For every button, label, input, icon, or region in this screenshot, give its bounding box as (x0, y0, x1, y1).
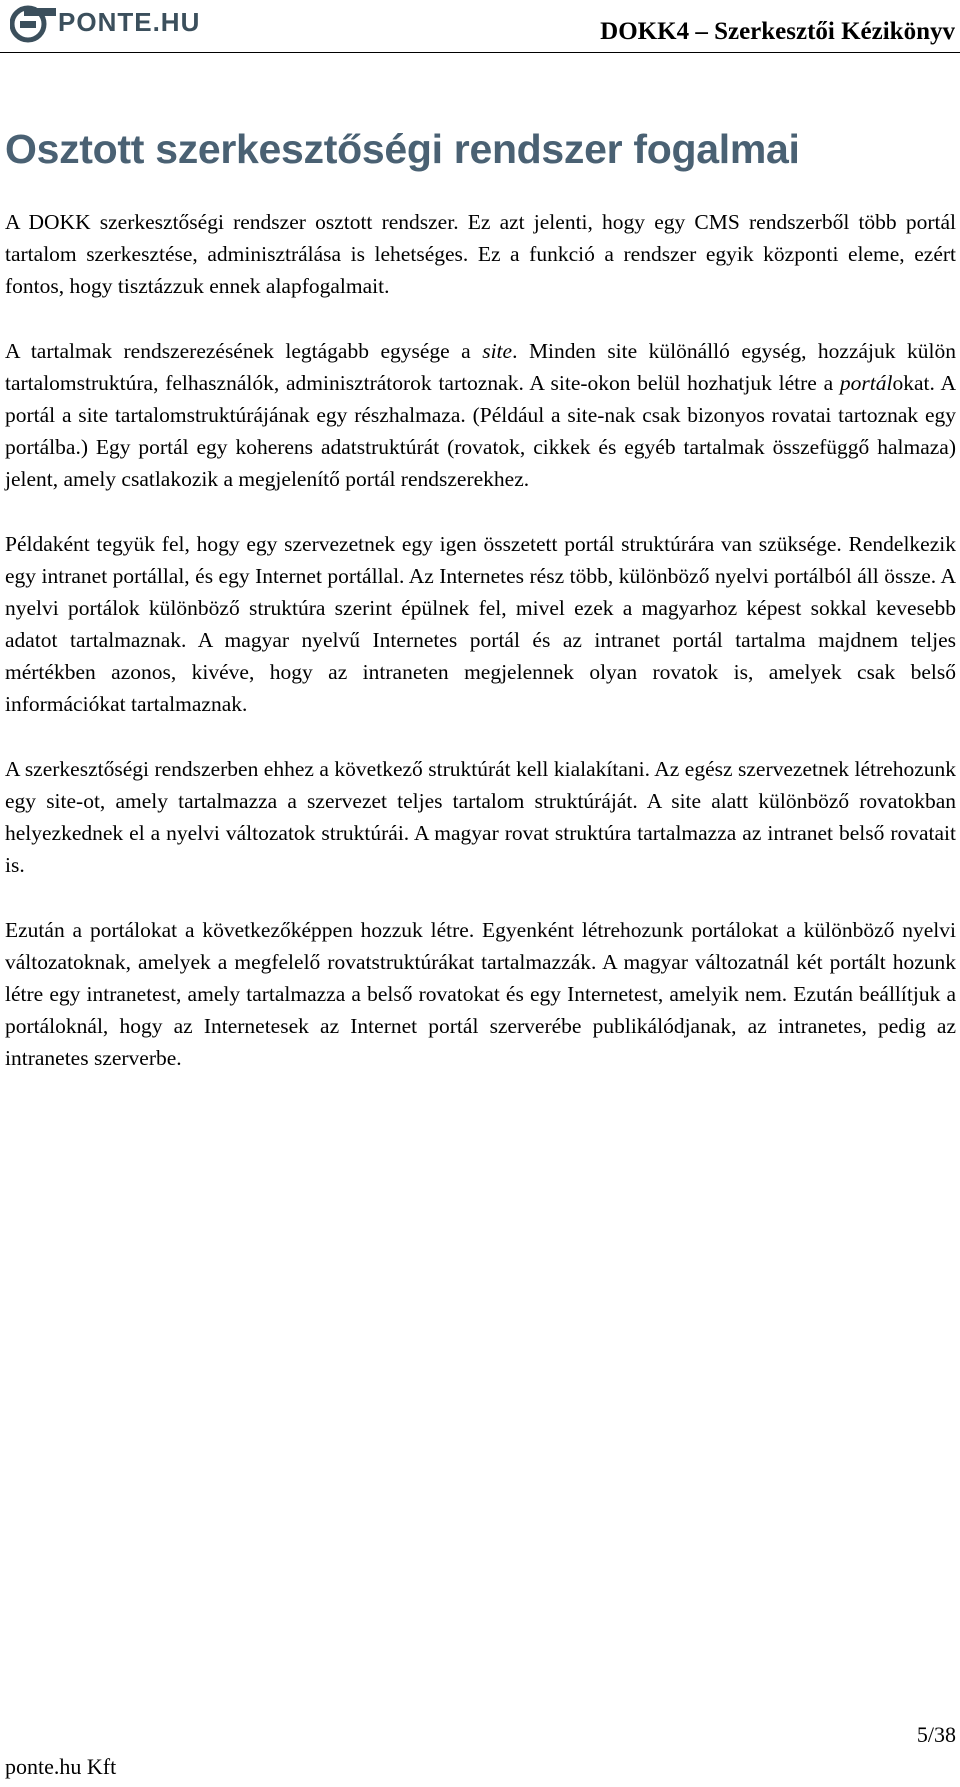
paragraph-intro: A DOKK szerkesztőségi rendszer osztott rendszer. Ez azt jelenti, hogy egy CMS rendszerből több portál tartalom szerkesztése, adminisztrálása is lehetséges. Ez a funkció a rendszer egyik központi eleme, ezért fontos, hogy tisztázzuk ennek alapfogalmait. (5, 210, 956, 298)
paragraph-portals: Ezután a portálokat a következőképpen hozzuk létre. Egyenként létrehozunk portálokat a különböző nyelvi változatoknak, amelyek a megfelelő rovatstruktúrákat tartalmazzák. A magyar változatnál két portált hozunk létre egy intranetest, amely tartalmazza a belső rovatokat és egy Internetest, amelyik nem. Ezután beállítjuk a portáloknál, hogy az Internetesek az Internet portál szerverébe publikálódjanak, az intranetes, pedig az intranetes szerverbe. (5, 918, 956, 1070)
body-content (5, 206, 956, 1107)
logo-text: PONTE.HU (58, 6, 201, 37)
paragraph-example: Példaként tegyük fel, hogy egy szervezetnek egy igen összetett portál struktúrára van szüksége. Rendelkezik egy intranet portállal, és egy Internet portállal. Az Internetes rész több, különböző nyelvi portálból áll össze. A nyelvi portálok különböző struktúra szerint épülnek fel, mivel ezek a magyarhoz képest sokkal kevesebb adatot tartalmaznak. A magyar nyelvű Internetes portál és az intranet portál tartalma majdnem teljes mértékben azonos, kivéve, hogy az intraneten megjelennek olyan rovatok is, amelyek csak belső információkat tartalmaznak. (5, 532, 956, 716)
paragraph-structure: A szerkesztőségi rendszerben ehhez a következő struktúrát kell kialakítani. Az egész szervezetnek létrehozunk egy site-ot, amely tartalmazza a szervezet teljes tartalom struktúráját. A site alatt különböző rovatokban helyezkednek el a nyelvi változatok struktúrái. A magyar rovat struktúra tartalmazza az intranet belső rovatait is. (5, 757, 956, 877)
section-heading: Osztott szerkesztőségi rendszer fogalmai (5, 126, 800, 172)
company-logo (10, 4, 200, 44)
term-portal: portál (839, 371, 893, 395)
text-run: okat. A portál a site tartalomstruktúrájának egy részhalmaza. (Például a site-nak csak bizonyos rovatai tartoznak egy portálba.) Egy portál egy koherens adatstruktúrát (rovatok, cikkek és egyéb tartalmak összefüggő halmaza) jelent, amely csatlakozik a megjelenítő portál rendszerekhez. (5, 371, 956, 491)
footer-company: ponte.hu Kft (5, 1754, 117, 1779)
document-title: DOKK4 – Szerkesztői Kézikönyv (600, 18, 955, 45)
text-run: A tartalmak rendszerezésének legtágabb egysége a (5, 339, 483, 363)
ponte-logo-icon (10, 4, 56, 44)
page-header (0, 0, 960, 53)
page-number: 5/38 (916, 1722, 956, 1747)
text-run: . Minden site különálló egység, hozzájuk külön tartalomstruktúra, felhasználók, adminisztrátorok tartoznak. A site-okon belül hozhatjuk létre a (5, 339, 956, 395)
paragraph-site-portal (5, 335, 956, 495)
term-site: site (482, 339, 513, 363)
